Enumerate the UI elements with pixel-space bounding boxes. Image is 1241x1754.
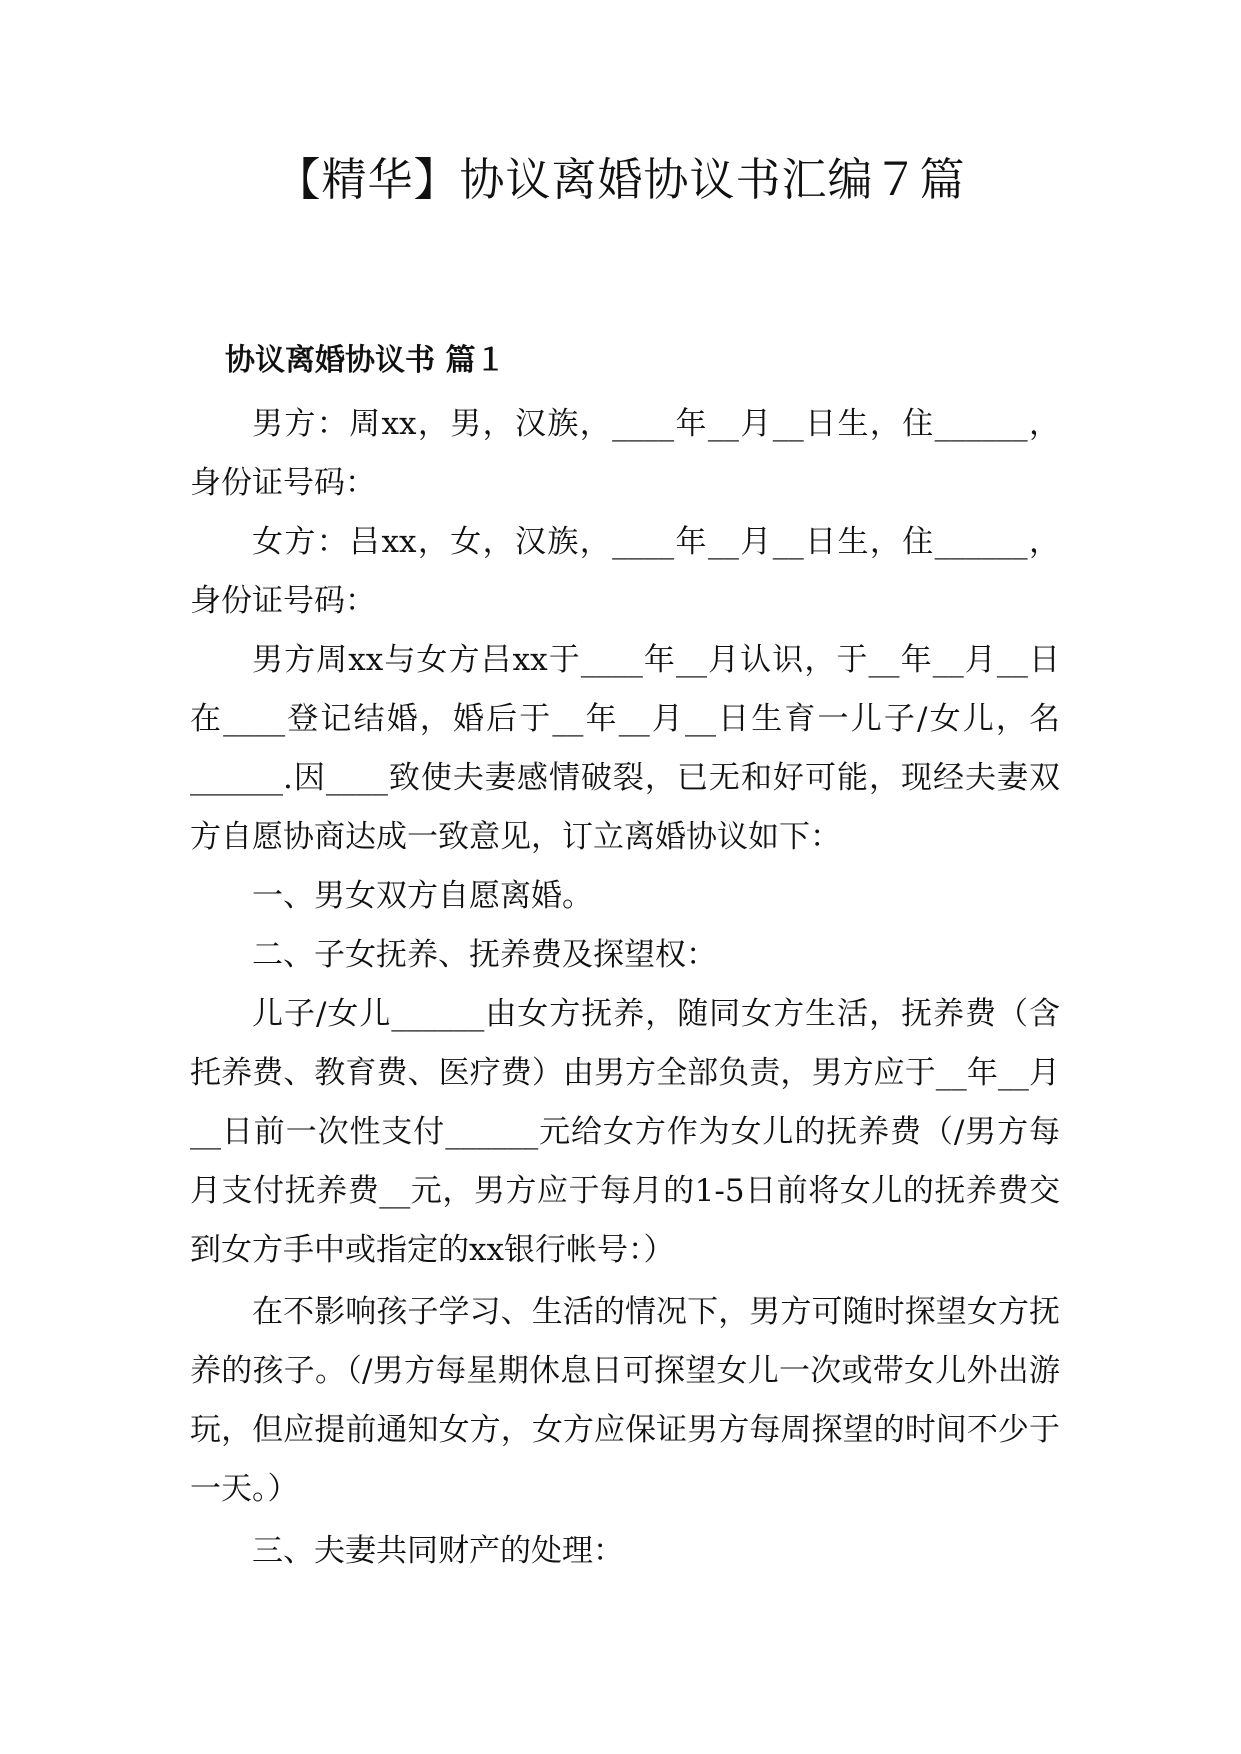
paragraph-male-party: 男方：周xx，男，汉族，____年__月__日生，住______，身份证号码： [190,406,1060,501]
paragraph-visitation: 在不影响孩子学习、生活的情况下，男方可随时探望女方抚养的孩子。（/男方每星期休息日可探望女儿一次或带女儿外出游玩，但应提前通知女方，女方应保证男方每周探望的时间不少于一天。） [190,1294,1060,1507]
paragraph-marriage-background: 男方周xx与女方吕xx于____年__月认识，于__年__月__日在____登记结婚，婚后于__年__月__日生育一儿子/女儿，名______.因____致使夫妻感情破裂，已无和好可能，现经夫妻双方自愿协商达成一致意见，订立离婚协议如下： [190,642,1060,855]
paragraph-child-support: 儿子/女儿______由女方抚养，随同女方生活，抚养费（含托养费、教育费、医疗费）由男方全部负责，男方应于__年__月__日前一次性支付______元给女方作为女儿的抚养费（/男方每月支付抚养费__元，男方应于每月的1-5日前将女儿的抚养费交到女方手中或指定的xx银行帐号：） [190,996,1060,1268]
document-body [190,395,1060,1581]
document-title: 【精华】协议离婚协议书汇编７篇 [275,153,966,206]
paragraph-clause-two-heading: 二、子女抚养、抚养费及探望权： [252,937,717,973]
paragraph-female-party: 女方：吕xx，女，汉族，____年__月__日生，住______，身份证号码： [190,524,1060,619]
section-title: 协议离婚协议书 篇１ [225,343,506,378]
paragraph-clause-three-heading: 三、夫妻共同财产的处理： [252,1533,624,1569]
paragraph-clause-one: 一、男女双方自愿离婚。 [252,878,593,914]
